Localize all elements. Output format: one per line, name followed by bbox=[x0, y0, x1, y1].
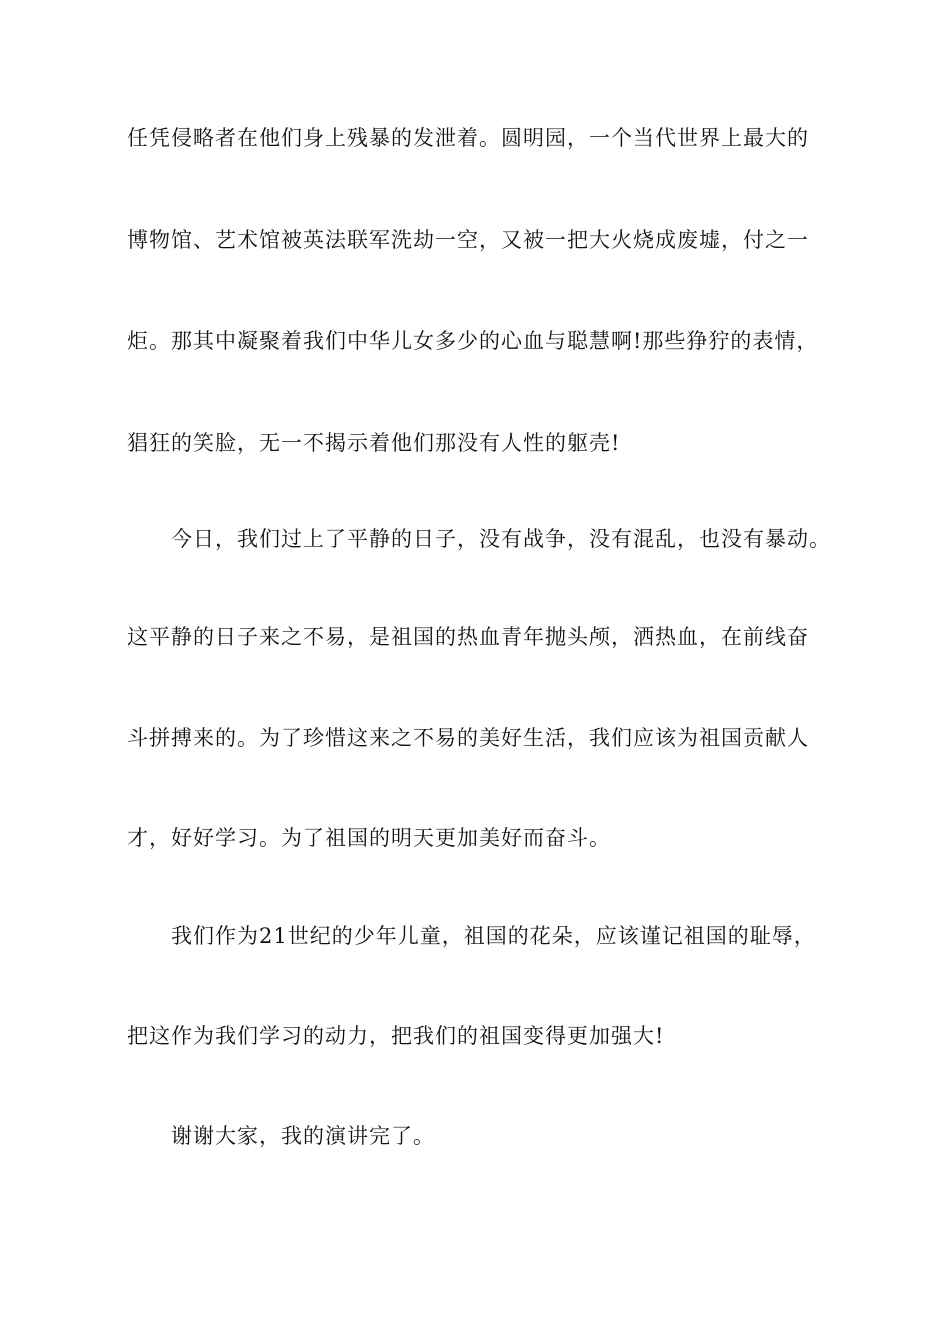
paragraph-start-line: 谢谢大家，我的演讲完了。 bbox=[171, 1124, 435, 1148]
paragraph-start-line: 我们作为21世纪的少年儿童，祖国的花朵，应该谨记祖国的耻辱， bbox=[171, 924, 816, 948]
text-line: 才，好好学习。为了祖国的明天更加美好而奋斗。 bbox=[127, 826, 611, 850]
text-line: 任凭侵略者在他们身上残暴的发泄着。圆明园，一个当代世界上最大的 bbox=[127, 126, 809, 150]
paragraph-start-line: 今日，我们过上了平静的日子，没有战争，没有混乱，也没有暴动。 bbox=[171, 527, 831, 551]
text-line: 炬。那其中凝聚着我们中华儿女多少的心血与聪慧啊!那些狰狞的表情， bbox=[127, 329, 819, 353]
text-line: 斗拼搏来的。为了珍惜这来之不易的美好生活，我们应该为祖国贡献人 bbox=[127, 726, 809, 750]
text-line: 猖狂的笑脸，无一不揭示着他们那没有人性的躯壳! bbox=[127, 431, 621, 455]
text-line: 把这作为我们学习的动力，把我们的祖国变得更加强大! bbox=[127, 1024, 665, 1048]
text-line: 博物馆、艺术馆被英法联军洗劫一空，又被一把大火烧成废墟，付之一 bbox=[127, 228, 809, 252]
text-line: 这平静的日子来之不易，是祖国的热血青年抛头颅，洒热血，在前线奋 bbox=[127, 625, 809, 649]
